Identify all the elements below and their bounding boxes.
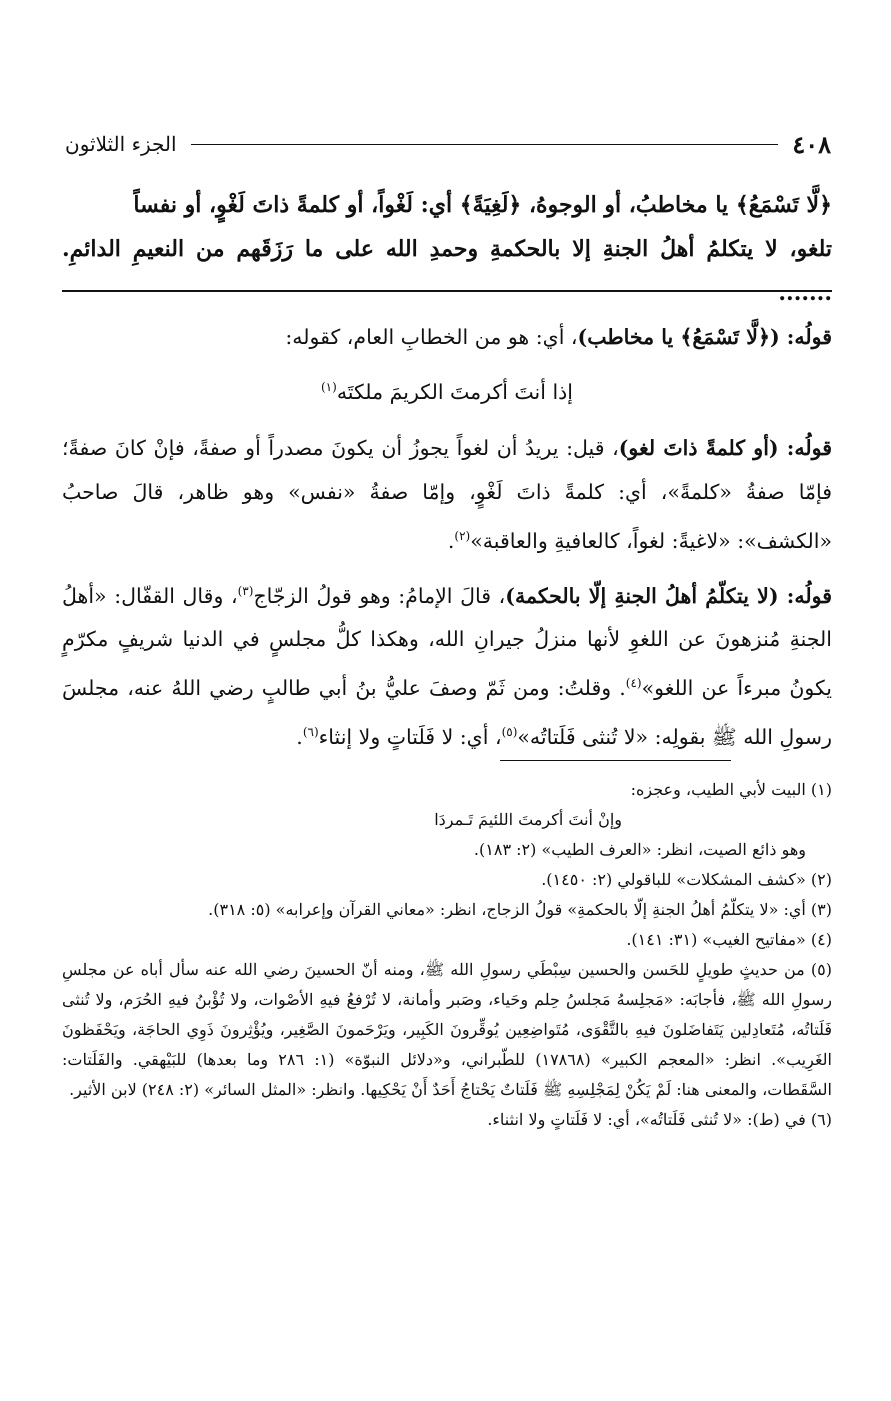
footnote-separator [500, 760, 731, 761]
page-number: ٤٠٨ [792, 129, 831, 159]
commentary-lemma-3: قولُه: (لا يتكلّمُ أهلُ الجنةِ إلّا بالحكمة) [505, 583, 832, 608]
poetry-verse [62, 365, 832, 414]
commentary-lemma-2: قولُه: (أو كلمةً ذاتَ لغو) [618, 435, 832, 460]
footnote-3: (٣) أي: «لا يتكلّمُ أهلُ الجنةِ إلّا بالحكمةِ» قولُ الزجاج، انظر: «معاني القرآن وإعرابه» (٥: ٣١٨). [208, 900, 832, 919]
commentary-text-2: ، قيل: يريدُ أن لغواً يجوزُ أن يكونَ مصدراً أو صفةً، فإنْ كانَ صفةً؛ فإمّا صفةُ «كلمةً»، أي: كلمةً ذاتَ لَغْوٍ، وإمّا صفةُ «نفس» وهو ظاهر، قالَ صاحبُ «الكشف»: «لاغيةً: لغواً، كالعافيةِ والعاقبة» [62, 435, 832, 553]
matn-separator [62, 290, 832, 292]
commentary-end: . [296, 725, 303, 750]
commentary-paragraph-3 [62, 569, 832, 759]
footnote-5: (٥) من حديثٍ طويلٍ للحَسن والحسين سِبْطَي رسولِ الله ﷺ، ومنه أنّ الحسينَ رضي الله عنه سأل أباه عن مجلسِ رسولِ الله ﷺ، فأجابَه: «مَجلِسهُ مَجلسُ حِلم وحَياء، وصَبر وأمانة، لا تُرْفعُ فيهِ الأصْوات، ولا تُؤْبنُ فيهِ الحُرَم، ولا تُنثى فَلَتاتُه، مُتَعادِلين يَتَفاضَلونَ فيهِ بالتَّقْوَى، مُتَواضِعِين يُوقِّرونَ الكَبِير، ويَرْحَمونَ الصَّغِير، ويُؤْثِرونَ ذَوِي الحاجَة، ويَحْفَظونَ الغَرِيب». انظر: «المعجم الكبير» (١٧٨٦٨) للطّبراني، و«دلائل النبوّة» (١: ٢٨٦ وما بعدها) للبَيْهقي. والفَلَتات: السَّقَطات، والمعنى هنا: لَمْ يَكُنْ لِمَجْلِسِهِ ﷺ فَلَتاتٌ يَحْتاجُ أَحَدٌ أَنْ يَحْكِيها. وانظر: «المثل السائر» (٢: ٢٤٨) لابن الأثير. [62, 960, 832, 1099]
part-title: الجزء الثلاثون [65, 132, 177, 156]
commentary-paragraph-2: قولُه: (أو كلمةً ذاتَ لغو)، قيل: يريدُ أن لغواً يجوزُ أن يكونَ مصدراً أو صفةً، فإنْ كانَ صفةً؛ فإمّا صفةُ «كلمةً»، أي: كلمةً ذاتَ لَغْوٍ، وإمّا صفةُ «نفس» وهو ظاهر، قالَ صاحبُ «الكشف»: «لاغيةً: لغواً، كالعافيةِ والعاقبة»$^{(٢)}$. [62, 435, 832, 553]
commentary-text-1: ، أي: هو من الخطابِ العام، كقوله: [285, 325, 578, 349]
footnote-ref-3[interactable]: (٣) [237, 583, 254, 598]
footnote-ref-5[interactable]: (٥) [501, 725, 518, 740]
commentary-lemma-1: قولُه: (﴿لَّا تَسْمَعُ﴾ يا مخاطب) [577, 325, 832, 349]
commentary-paragraph-1 [62, 315, 832, 359]
footnote-6: (٦) في (ط): «لا تُنثى فَلَتاتُه»، أي: لا فَلَتاتٍ ولا انثناء. [487, 1110, 832, 1129]
matn-line-2: تلغو، لا يتكلمُ أهلُ الجنةِ إلا بالحكمةِ وحمدِ الله على ما رَزَقَهم من النعيمِ الدائمِ. ....... [62, 236, 832, 306]
commentary-text-3d: ، أي: لا فَلَتاتٍ ولا إنثاء [318, 725, 502, 750]
footnote-ref-2[interactable]: (٢) [454, 528, 471, 543]
matn-line-1: ﴿لَّا تَسْمَعُ﴾ يا مخاطبُ، أو الوجوهُ، ﴿لَغِيَةً﴾ أي: لَغْواً، أو كلمةً ذاتَ لَغْوٍ، أو نفساً [133, 192, 832, 218]
footnote-ref-6[interactable]: (٦) [302, 725, 319, 740]
footnote-ref-1[interactable]: (١) [320, 380, 337, 394]
commentary-text-3b: ، وقال القفّال: «أهلُ الجنةِ مُنزهونَ عن اللغوِ لأنها منزلُ جيرانِ الله، وهكذا كلُّ مجلسٍ في الدنيا شريفٍ مكرّمٍ يكونُ مبرءاً عن اللغو» [62, 583, 832, 701]
commentary-text-3a: ، قالَ الإمامُ: وهو قولُ الزجّاج [253, 583, 506, 608]
footnotes [62, 775, 832, 1135]
footnote-1-verse: وإنْ أنتَ أكرمتَ اللئيمَ تَـمردَا [434, 810, 622, 829]
commentary-text-3c: . وقلتُ: ومن ثَمّ وصفَ عليُّ بنُ أبي طالبٍ رضي اللهُ عنه، مجلسَ رسولِ الله ﷺ بقولِه: «لا تُنثى فَلَتاتُه» [62, 676, 832, 750]
commentary [62, 315, 832, 765]
footnote-1-source: وهو ذائع الصيت، انظر: «العرف الطيب» (٢: ١٨٣). [473, 840, 806, 859]
footnote-4: (٤) «مفاتيح الغيب» (٣١: ١٤١). [626, 930, 832, 949]
matn-text [62, 183, 832, 315]
footnote-ref-4[interactable]: (٤) [625, 676, 642, 691]
page-header [65, 126, 831, 162]
header-rule [191, 144, 779, 145]
footnote-2: (٢) «كشف المشكلات» للباقولي (٢: ١٤٥٠). [541, 870, 832, 889]
verse-text: إذا أنتَ أكرمتَ الكريمَ ملكتَه [336, 379, 573, 404]
footnote-1: (١) البيت لأبي الطيب، وعجزه: [630, 780, 832, 799]
